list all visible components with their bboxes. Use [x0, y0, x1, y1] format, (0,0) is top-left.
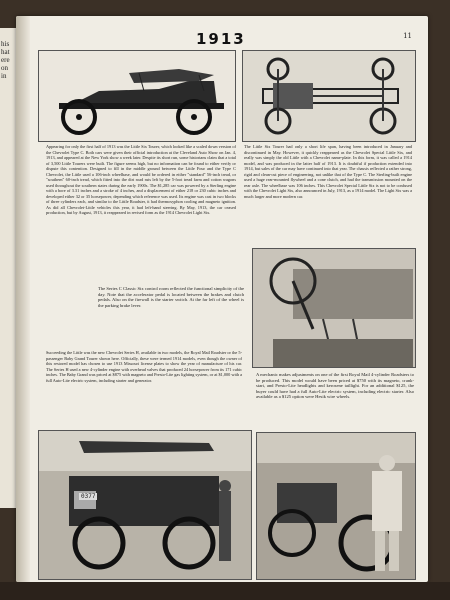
- mechanic-caption: A mechanic makes adjustments on one of the first Royal Mail 4-cylinder Roadsters to be produced. This model would have been priced at $750 with its magneto, crank-start, and Presto-Lite headlights and kerosene taillight. For an additional $125, the buyer could have had a full Auto-Lite electric system, including electric starter. Also available as a $125 option were Hesik wire wheels.: [256, 372, 414, 400]
- photo-dashboard-controls: [252, 248, 416, 368]
- series-h-text: Succeeding the Little was the new Chevrolet Series H, available in two models, the Royal Mail Roadster or the 5-passenger Baby Grand Tourer shown here. Officially, these were termed 1914 models, even though the owner of this restored model has chosen to use 1913 Missouri license plates to show the year of manufacture of his car. The Series H used a new 4-cylinder engine with overhead valves that produced 24 horsepower from its 171 cubic inches. The Baby Grand was priced at $875 with magneto and Presto-Lite gas lighting system, or at $1,000 with a full Auto-Lite electric system, including starter and generator.: [46, 350, 242, 383]
- facing-page-fragment: in: [1, 72, 7, 80]
- photo-little-six-tourer: [38, 50, 236, 142]
- article-intro-text: Appearing for only the first half of 1913 was the Little Six Tourer, which looked like a scaled down version of the Chevrolet Type C. Both cars were given their official introduction at the Cleveland Auto Show on Jan. 4, 1913, and appeared at the New York show a week later. Despite its short run, some historians claim that a total of 3,500 Little Tourers were built. The figure seems high, but no information can be found to either verify or dispute this contention. Designed to fill in the middle ground between the Little Four and the Type C Chevrolet, the Little used a 106-inch wheelbase, and would be ordered in either "standard" 56-inch tread, or "southern" 60-inch tread, which fitted into the dirt road ruts left by the 5-foot tread farm and cotton wagons used throughout the southern states during the early 1900s. The $1,285 car was powered by a Sterling engine with a bore of 3.31 inches and a stroke of 4 inches, and a displacement of either 218 or 230 cubic inches and developed either 32 or 35 horsepower, depending which reference was used. Its engine was cast in two blocks of three cylinders each, and similar to the Little Roadster, it had thermosyphon cooling and magneto ignition. As did all Chevrolet-Little vehicles this year, it had left-hand steering. By May, 1913, the car ceased production, but by August, 1913, it reappeared in revised form as the 1914 Chevrolet Light Six.: [46, 144, 236, 215]
- page-spine-shadow: [16, 16, 30, 582]
- page-number: 11: [403, 32, 412, 40]
- facing-page-fragment: on: [1, 64, 8, 72]
- chassis-illustration: [243, 51, 415, 141]
- mechanic-illustration: [257, 433, 415, 579]
- table-surface: [0, 582, 450, 600]
- baby-grand-illustration: [39, 431, 251, 579]
- license-plate: 0377: [81, 493, 96, 500]
- dashboard-illustration: [253, 249, 415, 367]
- facing-page-fragment: hat: [1, 48, 10, 56]
- photo-mechanic-roadster: [256, 432, 416, 580]
- controls-caption: The Series C Classic Six control room reflected the functional simplicity of the day. Note that the accelerator pedal is located between the brakes and clutch pedals. Also on the firewall is the starter switch. At the far left of the wheel is the parking brake lever.: [98, 286, 244, 308]
- photo-chassis: [242, 50, 416, 142]
- photo-baby-grand-tourer: [38, 430, 252, 580]
- facing-page-fragment: ere: [1, 56, 10, 64]
- car-illustration: [39, 51, 235, 141]
- chassis-caption: The Little Six Tourer had only a short life span, having been introduced in January and discontinued in May. However, it quickly reappeared as the Chevrolet Special Little Six, and really was simply the old Little with a Chevrolet name-plate. In this form, it was called a 1914 model, and was produced in the latter half of 1913. It is doubtful if production extended into 1914, but sales of the car may have continued into that year. The chassis reflected a rather strong, rigid and clean-cut piece of engineering, not unlike that of the Type C. The Sterling-built engine used a huge rear-mounted flywheel and a cone clutch, and had the transmission mounted on the rear axle. The wheelbase was 106 inches. This Chevrolet Special Little Six is not to be confused with the Chevrolet Light Six, also announced in July, 1913, as a 1914 model. The Light Six was a much larger and more modern car.: [244, 144, 412, 199]
- facing-page-fragment: his: [1, 40, 10, 48]
- page-title: 1913: [196, 30, 246, 48]
- magazine-page: [16, 16, 428, 582]
